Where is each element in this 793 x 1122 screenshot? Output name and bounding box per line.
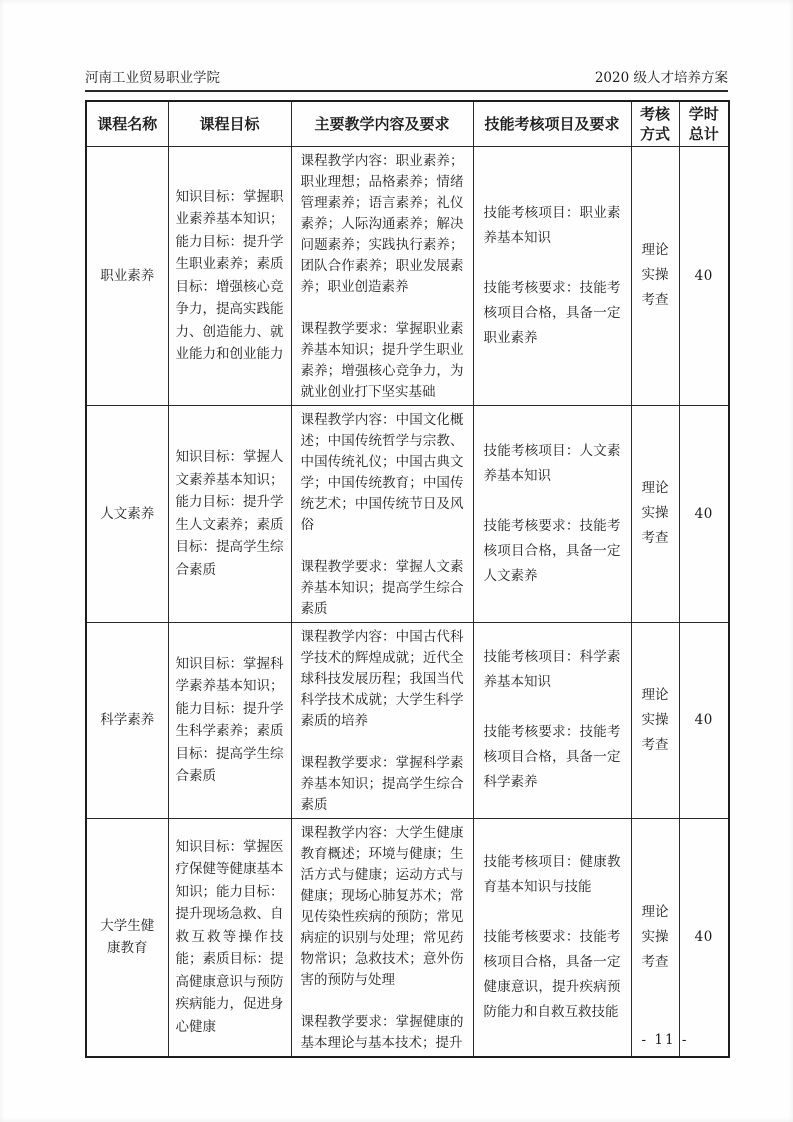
header-skill-assessment (473, 101, 631, 146)
header-total-hours (679, 101, 729, 146)
total-hours-cell (679, 818, 729, 1057)
method-line: 考查 (641, 530, 669, 546)
teaching-requirement: 课程教学要求：掌握人文素养基本知识；提高学生综合素质 (300, 558, 464, 617)
course-name-cell (86, 146, 168, 405)
course-objectives-cell (168, 405, 291, 622)
method-line: 理论 (641, 242, 669, 258)
total-hours-cell (679, 146, 729, 405)
table-row-college-health-education (86, 818, 729, 1057)
course-table (85, 100, 730, 1058)
table-header-row (86, 101, 729, 146)
method-line: 实操 (641, 267, 669, 283)
header-plan-title: 2020 级人才培养方案 (594, 70, 728, 86)
method-line: 实操 (641, 928, 669, 945)
total-hours: 40 (694, 505, 713, 522)
skill-assessment-cell (473, 146, 631, 405)
method-line: 理论 (641, 903, 669, 920)
method-line: 理论 (641, 480, 669, 496)
assessment-method-cell (631, 146, 679, 405)
total-hours-cell (679, 405, 729, 622)
assessment-method-cell (631, 622, 679, 818)
header-label: 主要教学内容及要求 (314, 114, 450, 133)
course-name-cell (86, 405, 168, 622)
skill-assessment-cell (473, 818, 631, 1057)
course-objectives-cell (168, 622, 291, 818)
header-school-name: 河南工业贸易职业学院 (85, 70, 220, 86)
header-course-objectives (168, 101, 291, 146)
course-name: 人文素养 (100, 505, 155, 522)
total-hours: 40 (694, 929, 713, 945)
course-objectives: 知识目标：掌握人文素养基本知识；能力目标：提升学生人文素养；素质目标：提高学生综合素质 (175, 449, 284, 578)
total-hours-cell (679, 622, 729, 818)
method-line: 理论 (641, 686, 669, 703)
teaching-content-cell (291, 146, 473, 405)
assessment-item: 技能考核项目：职业素养基本知识 (483, 204, 621, 246)
header-label: 方式 (639, 124, 670, 143)
method-line: 考查 (641, 953, 669, 970)
skill-assessment-cell (473, 622, 631, 818)
teaching-content-cell (291, 818, 473, 1057)
table-row-humanistic-quality (86, 405, 729, 622)
assessment-item: 技能考核项目：科学素养基本知识 (483, 649, 621, 690)
teaching-content: 课程教学内容：大学生健康教育概述；环境与健康；生活方式与健康；运动方式与健康；现场心肺复苏术；常见传染性疾病的预防；常见病症的识别与处理；常见药物常识；急救技术；意外伤害的预防与处理 (300, 824, 464, 988)
method-line: 考查 (641, 736, 669, 753)
course-objectives-cell (168, 146, 291, 405)
assessment-item: 技能考核项目：人文素养基本知识 (483, 442, 621, 484)
course-objectives: 知识目标：掌握职业素养基本知识；能力目标：提升学生职业素养；素质目标：增强核心竞争力，提高实践能力、创造能力、就业能力和创业能力 (175, 188, 284, 362)
header-label: 课程目标 (199, 114, 260, 133)
teaching-content: 课程教学内容：中国古代科学技术的辉煌成就；近代全球科技发展历程；我国当代科学技术成就；大学生科学素质的培养 (300, 628, 464, 729)
skill-assessment-cell (473, 405, 631, 622)
teaching-content-cell (291, 622, 473, 818)
method-line: 考查 (641, 292, 669, 308)
assessment-method-cell (631, 818, 679, 1057)
method-line: 实操 (641, 711, 669, 728)
header-label: 学时 (688, 104, 719, 123)
total-hours: 40 (694, 712, 713, 728)
teaching-content: 课程教学内容：职业素养；职业理想；品格素养；情绪管理素养；语言素养；礼仪素养；人际沟通素养；解决问题素养；实践执行素养；团队合作素养；职业发展素养；职业创造素养 (300, 152, 464, 295)
teaching-requirement: 课程教学要求：掌握健康的基本理论与基本技术；提升 (300, 1013, 464, 1051)
course-objectives: 知识目标：掌握医疗保健等健康基本知识；能力目标：提升现场急救、自救互救等操作技能；素质目标：提高健康意识与预防疾病能力，促进身心健康 (175, 838, 284, 1035)
assessment-requirement: 技能考核要求：技能考核项目合格，具备一定人文素养 (483, 517, 621, 584)
assessment-item: 技能考核项目：健康教育基本知识与技能 (483, 853, 621, 895)
teaching-requirement: 课程教学要求：掌握科学素养基本知识；提高学生综合素质 (300, 754, 464, 813)
header-assessment-method (631, 101, 679, 146)
total-hours: 40 (694, 267, 713, 284)
table-row-scientific-quality (86, 622, 729, 818)
course-name: 大学生健康教育 (100, 918, 155, 956)
page-number: - 11 - (641, 1032, 689, 1048)
course-name-cell (86, 818, 168, 1057)
header-label: 总计 (688, 124, 719, 143)
assessment-requirement: 技能考核要求：技能考核项目合格，具备一定科学素养 (483, 724, 621, 790)
teaching-requirement: 课程教学要求：掌握职业素养基本知识；提升学生职业素养；增强核心竞争力，为就业创业打下坚实基础 (300, 320, 464, 400)
header-label: 技能考核项目及要求 (484, 114, 620, 133)
course-objectives: 知识目标：掌握科学素养基本知识；能力目标：提升学生科学素养；素质目标：提高学生综合素质 (175, 655, 284, 784)
teaching-content-cell (291, 405, 473, 622)
header-label: 考核 (639, 104, 670, 123)
course-name: 职业素养 (100, 267, 155, 284)
header-label: 课程名称 (97, 114, 158, 133)
running-header (85, 70, 728, 92)
assessment-requirement: 技能考核要求：技能考核项目合格，具备一定职业素养 (483, 279, 621, 346)
header-course-name (86, 101, 168, 146)
assessment-requirement: 技能考核要求：技能考核项目合格，具备一定健康意识，提升疾病预防能力和自救互救技能 (483, 928, 621, 1020)
course-name: 科学素养 (100, 712, 155, 728)
teaching-content: 课程教学内容：中国文化概述；中国传统哲学与宗教、中国传统礼仪；中国古典文学；中国传统教育；中国传统艺术；中国传统节日及风俗 (300, 411, 464, 533)
method-line: 实操 (641, 505, 669, 521)
assessment-method-cell (631, 405, 679, 622)
course-name-cell (86, 622, 168, 818)
table-row-professional-quality (86, 146, 729, 405)
header-teaching-content (291, 101, 473, 146)
course-objectives-cell (168, 818, 291, 1057)
